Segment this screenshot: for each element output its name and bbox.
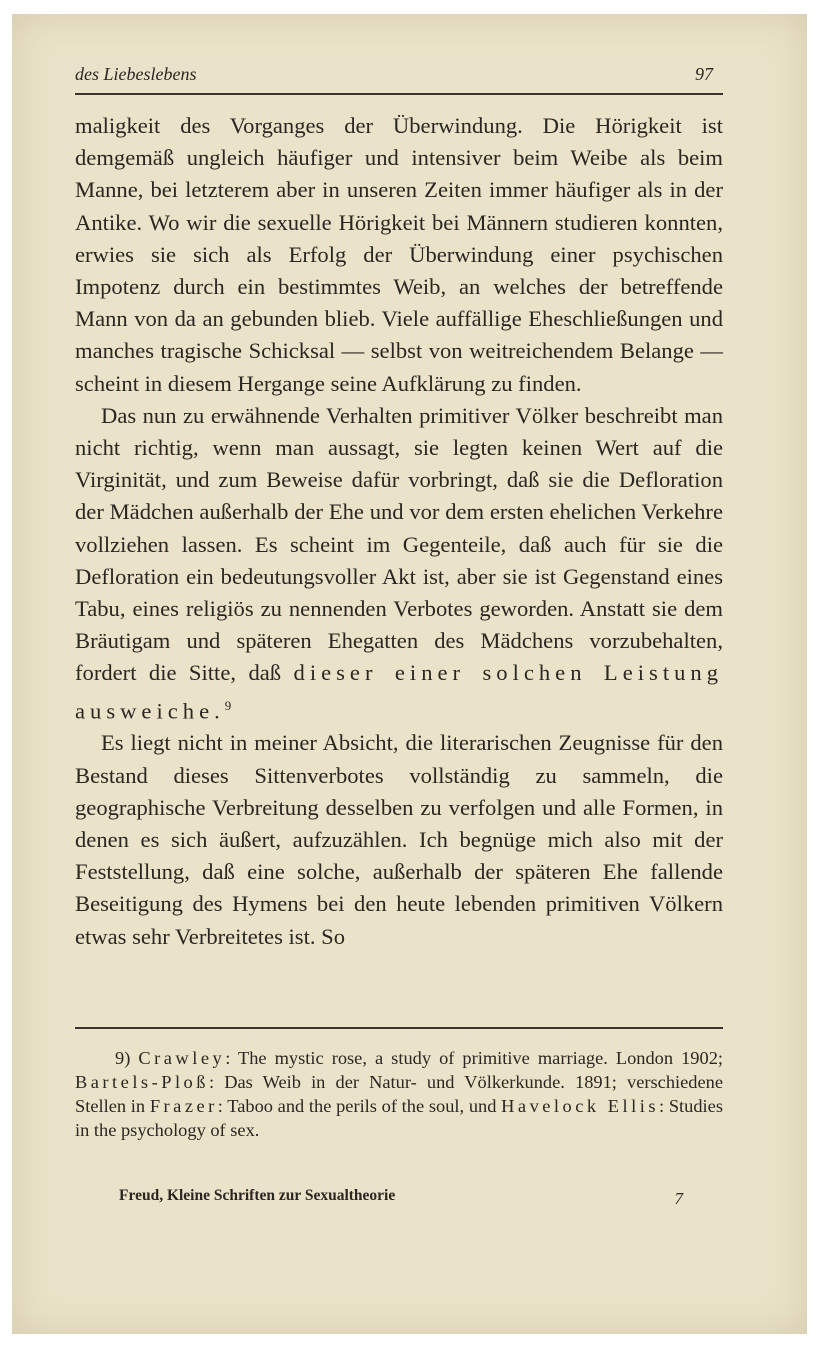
footnote-text: : Taboo and the perils of the soul, und xyxy=(217,1096,497,1116)
paragraph-3: Es liegt nicht in meiner Absicht, die literarischen Zeugnisse für den Bestand dieses Sittenverbotes vollständig zu sammeln, die geographische Verbreitung desselben zu verfolgen und alle Formen, in denen es sich äußert, aufzuzählen. Ich begnüge mich also mit der Feststellung, daß eine solche, außerhalb der späteren Ehe fallende Beseitigung des Hymens bei den heute lebenden primitiven Völkern etwas sehr Verbreitetes ist. So xyxy=(75,730,723,949)
footnote-text: : Das Weib in der Natur- und Völkerkunde. 1891; verschiedene Stellen in xyxy=(75,1072,723,1116)
footnote xyxy=(75,1046,723,1142)
footnote-marker: 9) xyxy=(115,1048,131,1068)
running-head-title: des Liebeslebens xyxy=(75,64,197,84)
footnote-author: Bartels-Ploß xyxy=(75,1072,209,1092)
printer-signature: Freud, Kleine Schriften zur Sexualtheorie xyxy=(119,1187,396,1204)
footnote-author: Havelock Ellis xyxy=(501,1096,660,1116)
footnote-author: Crawley xyxy=(138,1048,226,1068)
header-rule xyxy=(75,93,723,95)
footnote-text: : The mystic rose, a study of primitive marriage. London 1902; xyxy=(225,1048,723,1068)
emphasized-phrase: dieser einer solchen Leistung ausweiche. xyxy=(75,660,723,724)
footnote-reference[interactable]: 9 xyxy=(224,697,232,713)
body-text xyxy=(75,110,723,953)
running-head xyxy=(75,64,723,90)
footnote-rule xyxy=(75,1027,723,1029)
signature-number: 7 xyxy=(674,1189,683,1208)
page-number: 97 xyxy=(695,64,713,84)
footnote-text: : Studies in the psychology of sex. xyxy=(75,1096,723,1140)
footnote-author: Frazer xyxy=(149,1096,218,1116)
paragraph-2 xyxy=(75,400,723,728)
paragraph-1: maligkeit des Vorganges der Überwindung. Die Hörigkeit ist demgemäß ungleich häufiger und intensiver beim Weibe als beim Manne, bei letzterem aber in unseren Zeiten immer häufiger als in der Antike. Wo wir die sexuelle Hörigkeit bei Männern studieren konnten, erwies sie sich als Erfolg der Überwindung einer psychischen Impotenz durch ein bestimmtes Weib, an welches der betreffende Mann von da an gebunden blieb. Viele auffällige Eheschließungen und manches tragische Schicksal — selbst von weitreichendem Belange — scheint in diesem Hergange seine Aufklärung zu finden. xyxy=(75,113,723,396)
paragraph-2-text: Das nun zu erwähnende Verhalten primitiver Völker beschreibt man nicht richtig, wenn man aussagt, sie legten keinen Wert auf die Virginität, und zum Beweise dafür vorbringt, daß sie die Defloration der Mädchen außerhalb der Ehe und vor dem ersten ehelichen Verkehre vollziehen lassen. Es scheint im Gegenteile, daß auch für sie die Defloration ein bedeutungsvoller Akt ist, aber sie ist Gegenstand eines Tabu, eines religiös zu nennenden Verbotes geworden. Anstatt sie dem Bräutigam und späteren Ehegatten des Mädchens vorzubehalten, fordert die Sitte, daß xyxy=(75,402,723,686)
